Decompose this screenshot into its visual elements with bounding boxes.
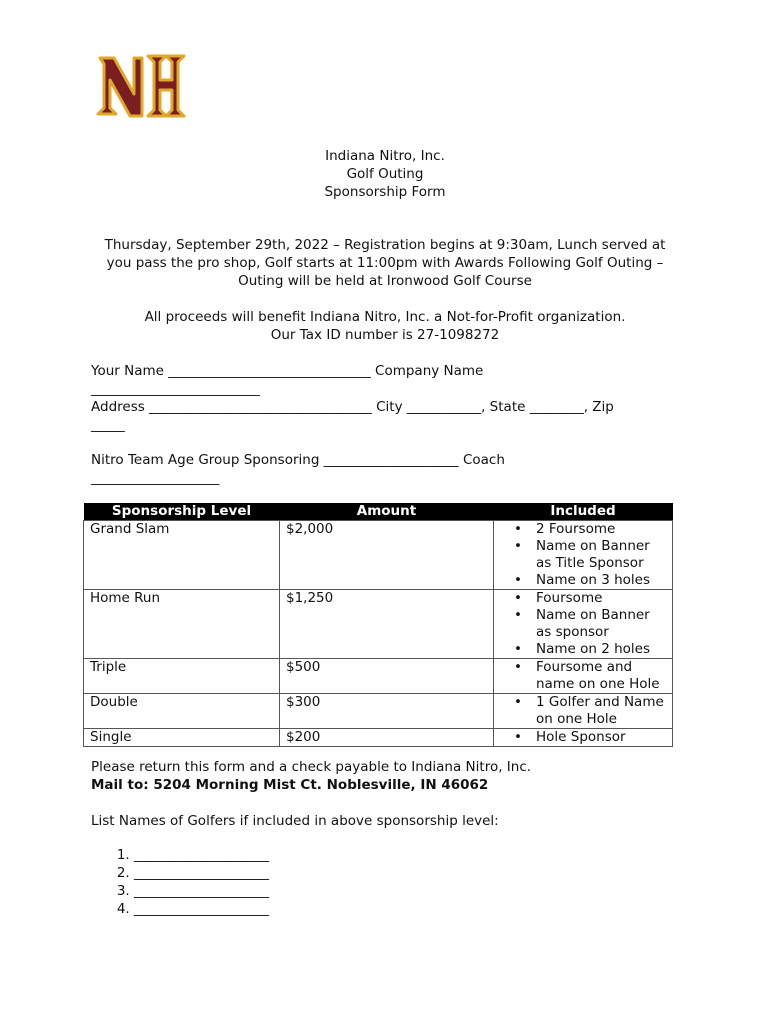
level-cell: Triple xyxy=(84,659,280,694)
event-details-line-2: you pass the pro shop, Golf starts at 11:00pm with Awards Following Golf Outing – xyxy=(106,255,664,271)
list-item: • Foursome and name on one Hole xyxy=(494,659,672,693)
address-field: Address _________________________________ City ___________, State ________, Zip xyxy=(91,399,614,415)
golfer-line: 1. ____________________ xyxy=(134,846,269,864)
table-row xyxy=(84,521,673,590)
golfer-line: 3. ____________________ xyxy=(134,882,269,900)
table-header-row xyxy=(84,503,673,521)
indiana-nitro-logo xyxy=(92,50,188,122)
table-row xyxy=(84,590,673,659)
amount-cell: $200 xyxy=(280,729,494,747)
level-cell: Single xyxy=(84,729,280,747)
header-amount: Amount xyxy=(280,503,494,521)
included-cell xyxy=(494,521,673,590)
included-cell xyxy=(494,590,673,659)
org-title: Indiana Nitro, Inc. xyxy=(325,148,445,164)
list-item: • Name on Banner as sponsor xyxy=(494,607,672,641)
sponsorship-table xyxy=(83,503,673,747)
coach-blank: ___________________ xyxy=(91,470,220,486)
list-item: • 2 Foursome xyxy=(494,521,672,538)
event-title: Golf Outing xyxy=(346,166,424,182)
zip-blank: _____ xyxy=(91,417,125,433)
list-item: • Name on Banner as Title Sponsor xyxy=(494,538,672,572)
table-row xyxy=(84,694,673,729)
header-included: Included xyxy=(494,503,673,521)
tax-id-line: Our Tax ID number is 27-1098272 xyxy=(270,327,500,343)
included-cell xyxy=(494,659,673,694)
level-cell: Double xyxy=(84,694,280,729)
amount-cell: $1,250 xyxy=(280,590,494,659)
team-coach-field: Nitro Team Age Group Sponsoring ____________________ Coach xyxy=(91,452,505,468)
golfer-line: 4. ____________________ xyxy=(134,900,269,918)
event-details-line-1: Thursday, September 29th, 2022 – Registration begins at 9:30am, Lunch served at xyxy=(104,237,666,253)
table-row xyxy=(84,659,673,694)
amount-cell: $500 xyxy=(280,659,494,694)
included-cell xyxy=(494,729,673,747)
form-title: Sponsorship Form xyxy=(324,184,446,200)
list-item: • Name on 3 holes xyxy=(494,572,672,589)
company-name-blank: _________________________ xyxy=(91,381,260,397)
proceeds-line-1: All proceeds will benefit Indiana Nitro, Inc. a Not-for-Profit organization. xyxy=(144,309,626,325)
golfer-line: 2. ____________________ xyxy=(134,864,269,882)
list-item: • 1 Golfer and Name on one Hole xyxy=(494,694,672,728)
amount-cell: $300 xyxy=(280,694,494,729)
table-row xyxy=(84,729,673,747)
amount-cell: $2,000 xyxy=(280,521,494,590)
mail-to-address: Mail to: 5204 Morning Mist Ct. Noblesville, IN 46062 xyxy=(91,777,489,793)
logo-letter-n xyxy=(98,58,142,116)
included-cell xyxy=(494,694,673,729)
logo-letter-h xyxy=(148,56,184,116)
level-cell: Grand Slam xyxy=(84,521,280,590)
list-item: • Hole Sponsor xyxy=(494,729,672,746)
name-company-field: Your Name ______________________________ Company Name xyxy=(91,363,484,379)
header-level: Sponsorship Level xyxy=(84,503,280,521)
list-item: • Foursome xyxy=(494,590,672,607)
golfer-list-prompt: List Names of Golfers if included in above sponsorship level: xyxy=(91,813,499,829)
list-item: • Name on 2 holes xyxy=(494,641,672,658)
level-cell: Home Run xyxy=(84,590,280,659)
golfer-list xyxy=(100,846,269,918)
return-instructions: Please return this form and a check payable to Indiana Nitro, Inc. xyxy=(91,759,532,775)
event-details-line-3: Outing will be held at Ironwood Golf Course xyxy=(238,273,532,289)
